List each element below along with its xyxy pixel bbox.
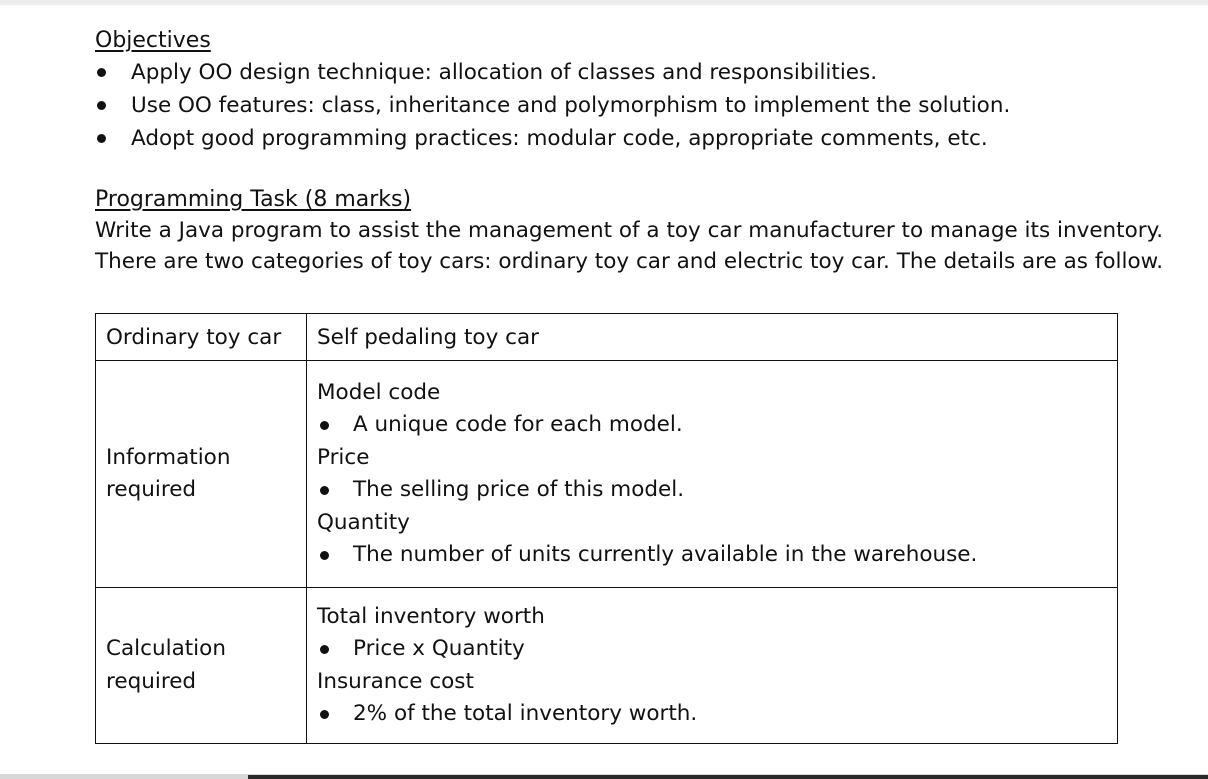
field-name: Insurance cost: [317, 668, 474, 694]
table-row-information: [96, 361, 1118, 588]
row-label-line: Information: [106, 444, 231, 470]
header-cell-ordinary: Ordinary toy car: [96, 314, 307, 361]
task-paragraph-line: Write a Java program to assist the management of a toy car manufacturer to manage its inventory.: [95, 218, 1164, 243]
row-label-line: required: [106, 668, 197, 694]
row-label-line: Calculation: [106, 636, 226, 661]
field-description: 2% of the total inventory worth.: [317, 698, 1107, 731]
row-label-line: required: [106, 477, 197, 502]
calculation-content-cell: [307, 588, 1118, 744]
field-description: The selling price of this model.: [317, 474, 1107, 507]
header-cell-self-pedaling: Self pedaling toy car: [307, 314, 1118, 361]
bottom-edge-dark: [248, 775, 1208, 779]
objective-item: Use OO features: class, inheritance and polymorphism to implement the solution.: [95, 89, 1125, 122]
field-name: Price: [317, 444, 370, 470]
toy-car-spec-table: [95, 313, 1118, 744]
document-page: [95, 26, 1164, 277]
field-name: Model code: [317, 379, 441, 405]
information-label-cell: [96, 361, 307, 588]
table-header-row: [96, 314, 1118, 361]
objectives-heading: Objectives: [95, 28, 211, 53]
top-edge: [0, 0, 1208, 5]
field-name: Quantity: [317, 509, 410, 535]
table-row-calculation: [96, 588, 1118, 744]
task-paragraph-line: There are two categories of toy cars: ordinary toy car and electric toy car. The details are as follow.: [95, 249, 1164, 274]
field-description: A unique code for each model.: [317, 409, 1107, 442]
objectives-list: [95, 56, 1125, 155]
field-description: Price x Quantity: [317, 633, 1107, 666]
calculation-label-cell: [96, 588, 307, 744]
objective-item: Apply OO design technique: allocation of classes and responsibilities.: [95, 56, 1125, 89]
task-heading: Programming Task (8 marks): [95, 187, 412, 212]
field-name: Total inventory worth: [317, 603, 545, 629]
objective-item: Adopt good programming practices: modular code, appropriate comments, etc.: [95, 122, 1125, 155]
information-content-cell: [307, 361, 1118, 588]
field-description: The number of units currently available in the warehouse.: [317, 539, 1107, 572]
